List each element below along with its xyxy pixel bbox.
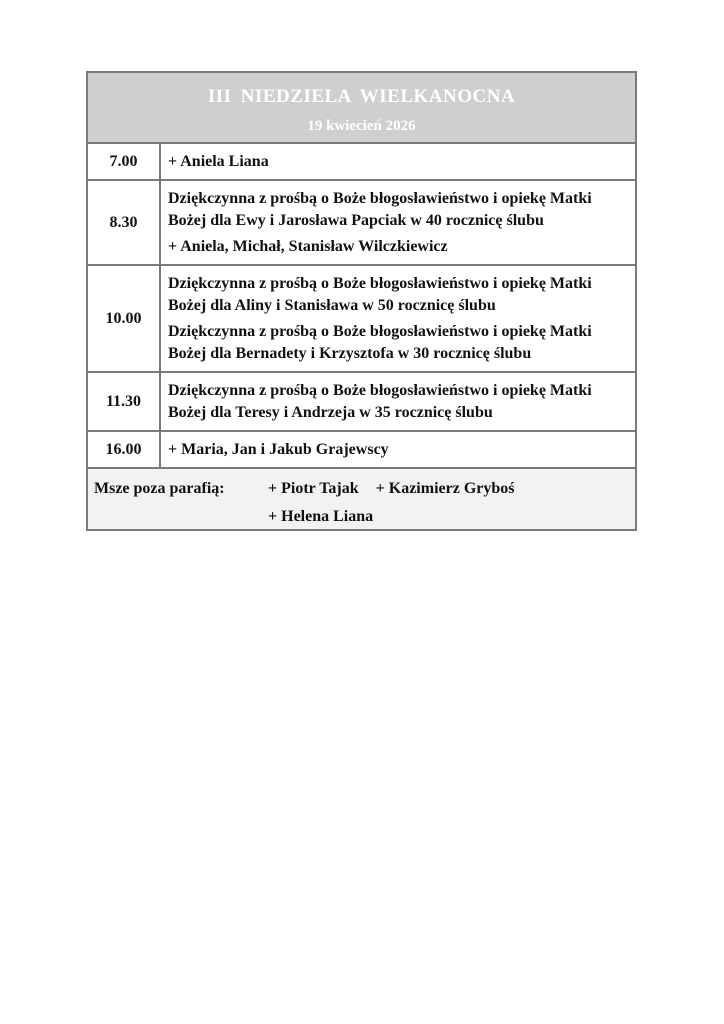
mass-time: 10.00 (88, 266, 161, 371)
sunday-date: 19 kwiecień 2026 (307, 118, 416, 134)
intention-text: Dziękczynna z prośbą o Boże błogosławieństwo i opiekę Matki Bożej dla Teresy i Andrzeja w 35 rocznicę ślubu (168, 382, 592, 421)
mass-intentions (161, 181, 635, 264)
outside-parish-item: + Piotr Tajak (268, 480, 359, 497)
outside-parish-item: + Kazimierz Gryboś (375, 480, 515, 497)
mass-row-10-00 (88, 266, 635, 373)
outside-parish-list (268, 478, 588, 534)
mass-time: 7.00 (88, 144, 161, 179)
outside-parish-item: + Helena Liana (268, 508, 374, 525)
intention-text: + Aniela Liana (168, 153, 269, 170)
mass-intentions (161, 266, 635, 371)
mass-time: 8.30 (88, 181, 161, 264)
intention-text: Dziękczynna z prośbą o Boże błogosławieństwo i opiekę Matki Bożej dla Ewy i Jarosława Papciak w 40 rocznicę ślubu (168, 190, 592, 229)
sunday-title: III NIEDZIELA WIELKANOCNA (207, 86, 516, 107)
intention-text: + Aniela, Michał, Stanisław Wilczkiewicz (168, 238, 448, 255)
mass-intentions-table (86, 71, 637, 531)
mass-row-8-30 (88, 181, 635, 266)
mass-time: 11.30 (88, 373, 161, 430)
mass-time: 16.00 (88, 432, 161, 467)
table-header (88, 73, 635, 144)
outside-parish-label: Msze poza parafią: (94, 480, 225, 497)
mass-intentions (161, 373, 635, 430)
intention-text: Dziękczynna z prośbą o Boże błogosławieństwo i opiekę Matki Bożej dla Aliny i Stanisława w 50 rocznicę ślubu (168, 275, 592, 314)
intention-text: + Maria, Jan i Jakub Grajewscy (168, 441, 389, 458)
mass-intentions (161, 432, 635, 467)
intention-text: Dziękczynna z prośbą o Boże błogosławieństwo i opiekę Matki Bożej dla Bernadety i Krzysztofa w 30 rocznicę ślubu (168, 323, 592, 362)
mass-intentions (161, 144, 635, 179)
mass-row-16-00 (88, 432, 635, 469)
mass-row-11-30 (88, 373, 635, 432)
mass-row-7-00 (88, 144, 635, 181)
outside-parish-masses (88, 469, 635, 529)
